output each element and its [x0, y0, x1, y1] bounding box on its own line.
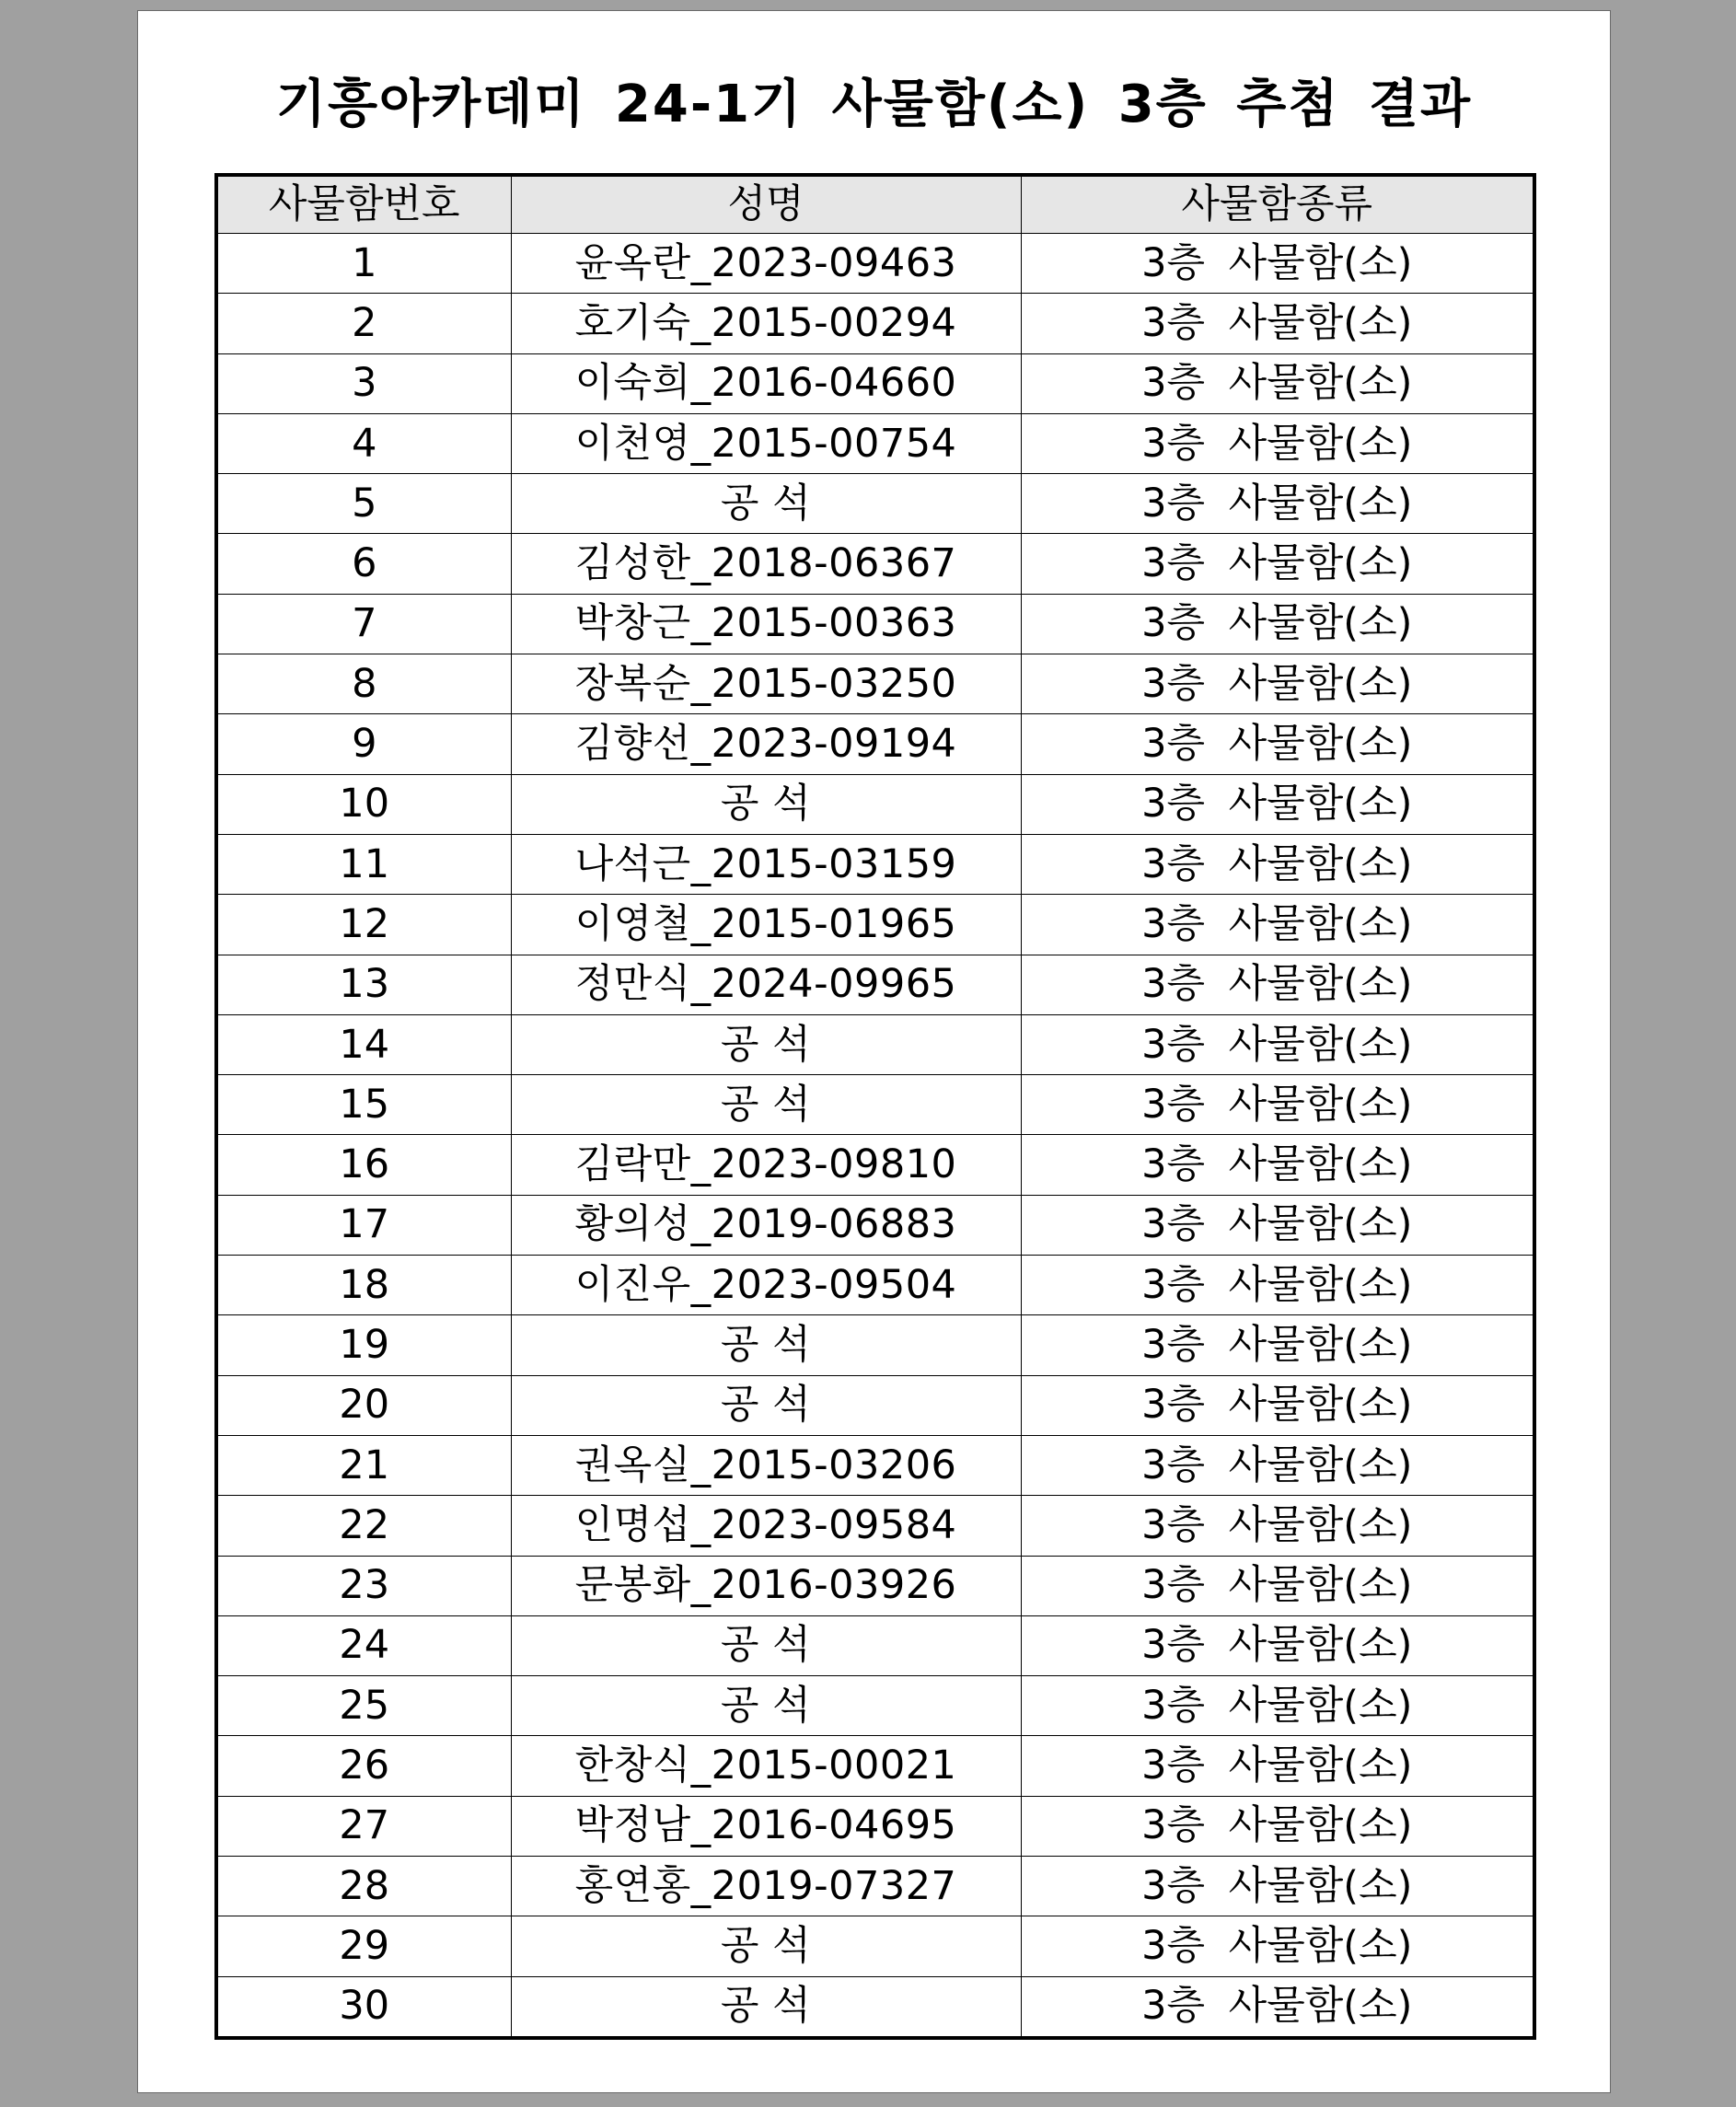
table-row — [216, 1014, 1534, 1074]
cell-locker-type: 3층 사물함(소) — [1021, 1736, 1534, 1796]
cell-locker-type: 3층 사물함(소) — [1021, 474, 1534, 534]
table-row — [216, 1375, 1534, 1435]
cell-locker-type: 3층 사물함(소) — [1021, 1857, 1534, 1916]
cell-locker-type: 3층 사물함(소) — [1021, 834, 1534, 894]
table-row — [216, 1976, 1534, 2038]
cell-name: 박창근_2015-00363 — [511, 594, 1021, 654]
cell-name: 황의성_2019-06883 — [511, 1195, 1021, 1255]
cell-locker-number: 7 — [216, 594, 511, 654]
cell-locker-number: 21 — [216, 1435, 511, 1495]
cell-locker-number: 17 — [216, 1195, 511, 1255]
table-row — [216, 1796, 1534, 1856]
table-row — [216, 955, 1534, 1014]
cell-name: 이진우_2023-09504 — [511, 1256, 1021, 1315]
cell-locker-number: 24 — [216, 1615, 511, 1675]
table-row — [216, 474, 1534, 534]
cell-locker-type: 3층 사물함(소) — [1021, 1496, 1534, 1556]
cell-locker-number: 26 — [216, 1736, 511, 1796]
cell-locker-type: 3층 사물함(소) — [1021, 1135, 1534, 1195]
cell-locker-type: 3층 사물함(소) — [1021, 1014, 1534, 1074]
cell-locker-number: 8 — [216, 654, 511, 714]
cell-locker-number: 30 — [216, 1976, 511, 2038]
cell-locker-number: 1 — [216, 234, 511, 294]
cell-name: 문봉화_2016-03926 — [511, 1556, 1021, 1615]
cell-locker-type: 3층 사물함(소) — [1021, 294, 1534, 353]
cell-locker-number: 16 — [216, 1135, 511, 1195]
table-row — [216, 1256, 1534, 1315]
cell-name: 공 석 — [511, 1075, 1021, 1135]
cell-locker-number: 15 — [216, 1075, 511, 1135]
header-locker-number: 사물함번호 — [216, 175, 511, 234]
cell-locker-type: 3층 사물함(소) — [1021, 654, 1534, 714]
cell-locker-number: 19 — [216, 1315, 511, 1375]
cell-name: 윤옥란_2023-09463 — [511, 234, 1021, 294]
table-row — [216, 714, 1534, 774]
table-row — [216, 1615, 1534, 1675]
locker-result-table — [214, 173, 1536, 2040]
cell-locker-number: 20 — [216, 1375, 511, 1435]
cell-locker-type: 3층 사물함(소) — [1021, 955, 1534, 1014]
cell-name: 공 석 — [511, 474, 1021, 534]
cell-name: 김성한_2018-06367 — [511, 534, 1021, 594]
cell-locker-type: 3층 사물함(소) — [1021, 1976, 1534, 2038]
cell-locker-number: 2 — [216, 294, 511, 353]
page-title: 기흥아카데미 24-1기 사물함(소) 3층 추첨 결과 — [275, 75, 1473, 134]
table-row — [216, 1315, 1534, 1375]
cell-name: 공 석 — [511, 1014, 1021, 1074]
table-row — [216, 234, 1534, 294]
table-row — [216, 1075, 1534, 1135]
cell-name: 공 석 — [511, 774, 1021, 834]
cell-locker-number: 29 — [216, 1916, 511, 1976]
cell-locker-type: 3층 사물함(소) — [1021, 353, 1534, 413]
cell-locker-type: 3층 사물함(소) — [1021, 594, 1534, 654]
cell-locker-number: 5 — [216, 474, 511, 534]
cell-locker-type: 3층 사물함(소) — [1021, 774, 1534, 834]
cell-locker-type: 3층 사물함(소) — [1021, 1615, 1534, 1675]
cell-locker-type: 3층 사물함(소) — [1021, 1435, 1534, 1495]
cell-name: 이숙희_2016-04660 — [511, 353, 1021, 413]
cell-name: 인명섭_2023-09584 — [511, 1496, 1021, 1556]
table-row — [216, 1676, 1534, 1736]
cell-name: 김락만_2023-09810 — [511, 1135, 1021, 1195]
cell-name: 공 석 — [511, 1615, 1021, 1675]
cell-name: 이천영_2015-00754 — [511, 413, 1021, 473]
table-header-row — [216, 175, 1534, 234]
table-row — [216, 654, 1534, 714]
cell-locker-number: 23 — [216, 1556, 511, 1615]
cell-locker-type: 3층 사물함(소) — [1021, 1556, 1534, 1615]
cell-name: 권옥실_2015-03206 — [511, 1435, 1021, 1495]
cell-locker-number: 12 — [216, 895, 511, 955]
cell-locker-type: 3층 사물함(소) — [1021, 1256, 1534, 1315]
cell-name: 정만식_2024-09965 — [511, 955, 1021, 1014]
cell-locker-type: 3층 사물함(소) — [1021, 1075, 1534, 1135]
table-row — [216, 1435, 1534, 1495]
cell-name: 김향선_2023-09194 — [511, 714, 1021, 774]
cell-name: 장복순_2015-03250 — [511, 654, 1021, 714]
cell-name: 나석근_2015-03159 — [511, 834, 1021, 894]
cell-locker-number: 3 — [216, 353, 511, 413]
document-page — [137, 10, 1611, 2093]
cell-locker-number: 14 — [216, 1014, 511, 1074]
cell-locker-type: 3층 사물함(소) — [1021, 534, 1534, 594]
cell-locker-number: 9 — [216, 714, 511, 774]
table-row — [216, 834, 1534, 894]
cell-locker-number: 27 — [216, 1796, 511, 1856]
cell-locker-number: 6 — [216, 534, 511, 594]
table-row — [216, 1736, 1534, 1796]
cell-locker-type: 3층 사물함(소) — [1021, 1315, 1534, 1375]
cell-locker-type: 3층 사물함(소) — [1021, 413, 1534, 473]
table-row — [216, 1496, 1534, 1556]
table-row — [216, 353, 1534, 413]
cell-name: 공 석 — [511, 1976, 1021, 2038]
cell-locker-number: 13 — [216, 955, 511, 1014]
cell-name: 이영철_2015-01965 — [511, 895, 1021, 955]
cell-locker-number: 11 — [216, 834, 511, 894]
table-row — [216, 1135, 1534, 1195]
table-row — [216, 895, 1534, 955]
cell-locker-number: 18 — [216, 1256, 511, 1315]
cell-name: 공 석 — [511, 1315, 1021, 1375]
cell-locker-number: 28 — [216, 1857, 511, 1916]
cell-locker-type: 3층 사물함(소) — [1021, 714, 1534, 774]
cell-name: 홍연홍_2019-07327 — [511, 1857, 1021, 1916]
table-row — [216, 594, 1534, 654]
cell-name: 박정남_2016-04695 — [511, 1796, 1021, 1856]
cell-locker-type: 3층 사물함(소) — [1021, 1676, 1534, 1736]
cell-locker-number: 22 — [216, 1496, 511, 1556]
cell-locker-type: 3층 사물함(소) — [1021, 1916, 1534, 1976]
table-row — [216, 1857, 1534, 1916]
cell-locker-type: 3층 사물함(소) — [1021, 895, 1534, 955]
table-row — [216, 1556, 1534, 1615]
cell-locker-type: 3층 사물함(소) — [1021, 1375, 1534, 1435]
table-row — [216, 1195, 1534, 1255]
cell-name: 공 석 — [511, 1676, 1021, 1736]
table-row — [216, 294, 1534, 353]
header-locker-type: 사물함종류 — [1021, 175, 1534, 234]
cell-locker-type: 3층 사물함(소) — [1021, 1796, 1534, 1856]
cell-locker-number: 25 — [216, 1676, 511, 1736]
cell-name: 공 석 — [511, 1375, 1021, 1435]
cell-locker-number: 4 — [216, 413, 511, 473]
cell-name: 한창식_2015-00021 — [511, 1736, 1021, 1796]
cell-name: 호기숙_2015-00294 — [511, 294, 1021, 353]
header-name: 성명 — [511, 175, 1021, 234]
cell-locker-type: 3층 사물함(소) — [1021, 234, 1534, 294]
table-row — [216, 413, 1534, 473]
cell-name: 공 석 — [511, 1916, 1021, 1976]
table-body — [216, 234, 1534, 2038]
table-row — [216, 774, 1534, 834]
table-row — [216, 1916, 1534, 1976]
table-row — [216, 534, 1534, 594]
cell-locker-number: 10 — [216, 774, 511, 834]
cell-locker-type: 3층 사물함(소) — [1021, 1195, 1534, 1255]
